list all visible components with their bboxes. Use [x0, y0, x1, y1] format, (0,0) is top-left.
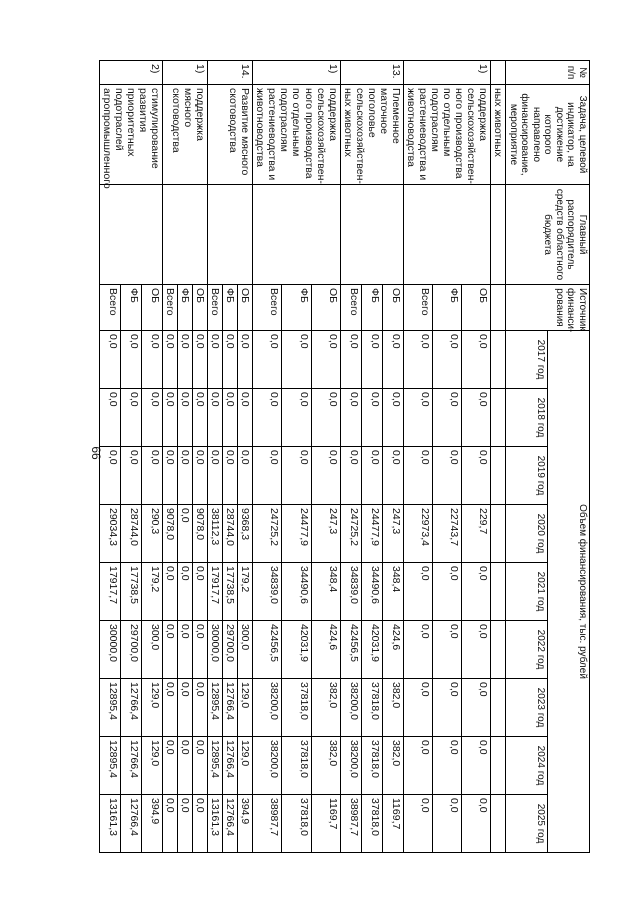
- row-admin: [163, 185, 208, 285]
- row-value: 0,0: [433, 331, 462, 389]
- row-value: 12766,4: [121, 679, 142, 737]
- row-value: 34839,0: [253, 563, 282, 621]
- row-value: 37818,0: [361, 679, 382, 737]
- row-value: 12766,4: [223, 795, 238, 853]
- header-num: № п/п: [506, 61, 590, 85]
- row-value: 348,4: [311, 563, 340, 621]
- row-value: 1169,7: [382, 795, 403, 853]
- row-value: 0,0: [193, 621, 208, 679]
- row-value: 382,0: [382, 679, 403, 737]
- row-value: 0,0: [142, 389, 163, 447]
- row-task: поддержка сельскохозяйствен-ного производства по отдельным подотраслям растениеводства и животноводства: [253, 85, 340, 185]
- row-value: 0,0: [462, 563, 491, 621]
- row-value: 0,0: [178, 737, 193, 795]
- row-value: 0,0: [404, 621, 433, 679]
- row-value: 424,6: [382, 621, 403, 679]
- row-source: Всего: [253, 285, 282, 331]
- row-value: 0,0: [99, 389, 120, 447]
- row-value: [491, 389, 506, 447]
- row-value: 0,0: [193, 563, 208, 621]
- row-value: 9078,0: [193, 505, 208, 563]
- row-value: 382,0: [311, 679, 340, 737]
- row-value: 0,0: [193, 389, 208, 447]
- row-value: 179,2: [238, 563, 253, 621]
- row-value: 0,0: [462, 795, 491, 853]
- row-value: 38987,7: [253, 795, 282, 853]
- row-value: 0,0: [238, 331, 253, 389]
- row-value: 0,0: [404, 389, 433, 447]
- row-value: 0,0: [208, 331, 223, 389]
- header-year: 2024 год: [506, 737, 548, 795]
- row-value: 0,0: [282, 331, 311, 389]
- row-value: 12895,4: [99, 679, 120, 737]
- row-value: 300,0: [142, 621, 163, 679]
- row-value: [491, 505, 506, 563]
- row-value: 37818,0: [282, 679, 311, 737]
- row-value: 129,0: [142, 737, 163, 795]
- row-task: ных животных: [491, 85, 506, 185]
- row-value: 12766,4: [121, 737, 142, 795]
- row-source: ФБ: [121, 285, 142, 331]
- row-value: 38987,7: [340, 795, 361, 853]
- row-number: 13.: [340, 61, 403, 85]
- row-source: [491, 285, 506, 331]
- row-value: 0,0: [340, 331, 361, 389]
- row-number: 1): [404, 61, 491, 85]
- row-value: 0,0: [404, 331, 433, 389]
- row-value: 34839,0: [340, 563, 361, 621]
- row-value: 12895,4: [208, 679, 223, 737]
- row-value: 0,0: [163, 331, 178, 389]
- table-row: [382, 61, 403, 853]
- row-value: 0,0: [178, 621, 193, 679]
- row-value: 0,0: [178, 447, 193, 505]
- header-volume: Объем финансирования, тыс. рублей: [548, 331, 590, 853]
- row-value: 129,0: [238, 737, 253, 795]
- row-value: 0,0: [311, 389, 340, 447]
- row-value: 424,6: [311, 621, 340, 679]
- row-value: 0,0: [282, 447, 311, 505]
- row-value: 38200,0: [253, 679, 282, 737]
- row-value: 0,0: [361, 447, 382, 505]
- row-value: 24725,2: [253, 505, 282, 563]
- row-value: 24477,9: [361, 505, 382, 563]
- row-value: 30000,0: [208, 621, 223, 679]
- row-value: 394,9: [238, 795, 253, 853]
- page-number: 66: [89, 446, 103, 460]
- row-value: 0,0: [99, 331, 120, 389]
- row-value: [491, 737, 506, 795]
- row-value: 22743,7: [433, 505, 462, 563]
- row-value: 28744,0: [223, 505, 238, 563]
- row-value: 0,0: [163, 621, 178, 679]
- row-source: ОБ: [311, 285, 340, 331]
- row-source: ОБ: [142, 285, 163, 331]
- row-value: 129,0: [238, 679, 253, 737]
- row-admin: [253, 185, 340, 285]
- row-value: 0,0: [121, 389, 142, 447]
- row-value: 0,0: [433, 389, 462, 447]
- row-value: 0,0: [433, 563, 462, 621]
- row-value: 0,0: [163, 679, 178, 737]
- row-number: [491, 61, 506, 85]
- row-value: 0,0: [193, 737, 208, 795]
- row-value: 290,3: [142, 505, 163, 563]
- rotated-table-container: [100, 60, 590, 850]
- row-source: ФБ: [282, 285, 311, 331]
- row-value: 34490,6: [361, 563, 382, 621]
- row-value: 29034,3: [99, 505, 120, 563]
- row-source: Всего: [163, 285, 178, 331]
- table-row: [491, 61, 506, 853]
- header-year: 2022 год: [506, 621, 548, 679]
- row-value: 0,0: [462, 737, 491, 795]
- row-value: 348,4: [382, 563, 403, 621]
- header-year: 2021 год: [506, 563, 548, 621]
- row-value: 0,0: [193, 447, 208, 505]
- row-value: 0,0: [163, 447, 178, 505]
- row-value: [491, 447, 506, 505]
- row-value: 29700,0: [223, 621, 238, 679]
- row-value: 0,0: [433, 795, 462, 853]
- row-value: 0,0: [340, 389, 361, 447]
- row-value: 0,0: [433, 447, 462, 505]
- row-value: 0,0: [253, 389, 282, 447]
- table-row: [311, 61, 340, 853]
- row-value: 0,0: [253, 447, 282, 505]
- row-value: 300,0: [238, 621, 253, 679]
- row-value: 38200,0: [340, 679, 361, 737]
- row-value: 38112,3: [208, 505, 223, 563]
- row-admin: [99, 185, 162, 285]
- row-value: 0,0: [163, 563, 178, 621]
- row-value: [491, 621, 506, 679]
- row-value: 0,0: [238, 447, 253, 505]
- row-value: 0,0: [462, 389, 491, 447]
- row-value: [491, 795, 506, 853]
- row-value: 179,2: [142, 563, 163, 621]
- row-value: 22973,4: [404, 505, 433, 563]
- row-value: 0,0: [121, 331, 142, 389]
- row-value: 0,0: [178, 389, 193, 447]
- row-value: 0,0: [208, 389, 223, 447]
- table-row: [142, 61, 163, 853]
- row-value: 30000,0: [99, 621, 120, 679]
- row-value: 0,0: [361, 331, 382, 389]
- row-value: 0,0: [433, 679, 462, 737]
- row-value: 0,0: [178, 331, 193, 389]
- row-value: 24477,9: [282, 505, 311, 563]
- row-value: 42456,5: [340, 621, 361, 679]
- row-value: 34490,6: [282, 563, 311, 621]
- row-source: ФБ: [433, 285, 462, 331]
- row-number: 1): [163, 61, 208, 85]
- row-value: 0,0: [382, 389, 403, 447]
- row-value: 0,0: [121, 447, 142, 505]
- row-value: 37818,0: [361, 795, 382, 853]
- row-number: 1): [253, 61, 340, 85]
- header-year: 2025 год: [506, 795, 548, 853]
- row-value: 0,0: [404, 563, 433, 621]
- header-source: Источник финанси-рования: [506, 285, 590, 331]
- row-source: Всего: [404, 285, 433, 331]
- table-row: [193, 61, 208, 853]
- row-value: 0,0: [193, 331, 208, 389]
- row-value: 9368,3: [238, 505, 253, 563]
- row-value: 38200,0: [340, 737, 361, 795]
- row-value: 17917,7: [208, 563, 223, 621]
- row-source: ФБ: [178, 285, 193, 331]
- header-year: 2019 год: [506, 447, 548, 505]
- row-value: 247,3: [311, 505, 340, 563]
- row-value: 0,0: [163, 795, 178, 853]
- table-row: [238, 61, 253, 853]
- financing-table: [99, 60, 590, 853]
- row-value: 0,0: [404, 447, 433, 505]
- header-row: [548, 61, 590, 853]
- row-value: 0,0: [238, 389, 253, 447]
- row-value: 29700,0: [121, 621, 142, 679]
- row-value: 0,0: [178, 505, 193, 563]
- row-value: 0,0: [404, 679, 433, 737]
- row-value: 0,0: [311, 447, 340, 505]
- row-value: 17738,5: [121, 563, 142, 621]
- row-value: 42456,5: [253, 621, 282, 679]
- row-value: 0,0: [404, 737, 433, 795]
- row-value: 0,0: [178, 795, 193, 853]
- row-value: 394,9: [142, 795, 163, 853]
- row-source: Всего: [99, 285, 120, 331]
- row-value: 38200,0: [253, 737, 282, 795]
- row-value: 0,0: [433, 737, 462, 795]
- row-source: ОБ: [238, 285, 253, 331]
- row-value: 0,0: [311, 331, 340, 389]
- row-value: 0,0: [163, 737, 178, 795]
- row-value: 0,0: [142, 447, 163, 505]
- row-value: 28744,0: [121, 505, 142, 563]
- row-source: Всего: [208, 285, 223, 331]
- row-value: 129,0: [142, 679, 163, 737]
- row-value: 17917,7: [99, 563, 120, 621]
- row-value: 0,0: [223, 389, 238, 447]
- table-body: [99, 61, 506, 853]
- row-value: 0,0: [253, 331, 282, 389]
- row-value: 37818,0: [282, 737, 311, 795]
- row-value: 0,0: [382, 447, 403, 505]
- row-source: ОБ: [193, 285, 208, 331]
- row-value: 24725,2: [340, 505, 361, 563]
- row-value: 12766,4: [223, 679, 238, 737]
- row-value: 0,0: [178, 563, 193, 621]
- row-task: поддержка мясного скотоводства: [163, 85, 208, 185]
- row-value: 0,0: [340, 447, 361, 505]
- row-source: ОБ: [382, 285, 403, 331]
- row-value: [491, 563, 506, 621]
- row-value: 0,0: [462, 447, 491, 505]
- row-admin: [404, 185, 491, 285]
- row-value: 12766,4: [121, 795, 142, 853]
- row-value: 13161,3: [99, 795, 120, 853]
- row-task: поддержка сельскохозяйствен-ного производства по отдельным подотраслям растениеводства и животноводства: [404, 85, 491, 185]
- row-value: 37818,0: [361, 737, 382, 795]
- row-value: 382,0: [311, 737, 340, 795]
- header-year: 2023 год: [506, 679, 548, 737]
- row-task: Развитие мясного скотоводства: [208, 85, 253, 185]
- row-value: 1169,7: [311, 795, 340, 853]
- row-source: Всего: [340, 285, 361, 331]
- row-source: ОБ: [462, 285, 491, 331]
- row-value: 37818,0: [282, 795, 311, 853]
- row-admin: [491, 185, 506, 285]
- row-value: 0,0: [404, 795, 433, 853]
- row-value: 0,0: [382, 331, 403, 389]
- row-number: 14.: [208, 61, 253, 85]
- row-value: [491, 679, 506, 737]
- header-year: 2018 год: [506, 389, 548, 447]
- row-value: 229,7: [462, 505, 491, 563]
- row-source: ФБ: [361, 285, 382, 331]
- header-year: 2020 год: [506, 505, 548, 563]
- header-admin: Главный распорядитель средств областного бюджета: [506, 185, 590, 285]
- row-value: 247,3: [382, 505, 403, 563]
- row-value: 0,0: [462, 331, 491, 389]
- table-row: [462, 61, 491, 853]
- row-value: 382,0: [382, 737, 403, 795]
- row-value: 17738,5: [223, 563, 238, 621]
- row-value: 12895,4: [208, 737, 223, 795]
- row-value: 0,0: [178, 679, 193, 737]
- row-value: 0,0: [361, 389, 382, 447]
- row-value: 0,0: [193, 679, 208, 737]
- row-value: 0,0: [462, 679, 491, 737]
- row-value: 9078,0: [163, 505, 178, 563]
- row-number: 2): [99, 61, 162, 85]
- row-value: 0,0: [208, 447, 223, 505]
- row-value: 42031,9: [282, 621, 311, 679]
- row-value: 42031,9: [361, 621, 382, 679]
- row-admin: [340, 185, 403, 285]
- row-value: 12766,4: [223, 737, 238, 795]
- row-value: 0,0: [142, 331, 163, 389]
- header-task: Задача, целевой индикатор, на достижение которого направлено финансирование, мероприятие: [506, 85, 590, 185]
- row-value: 0,0: [433, 621, 462, 679]
- row-value: 0,0: [99, 447, 120, 505]
- row-admin: [208, 185, 253, 285]
- row-value: 13161,3: [208, 795, 223, 853]
- row-task: Племенное маточное поголовье сельскохозяйствен-ных животных: [340, 85, 403, 185]
- table-header: [506, 61, 590, 853]
- row-value: 0,0: [223, 447, 238, 505]
- row-source: ФБ: [223, 285, 238, 331]
- header-year: 2017 год: [506, 331, 548, 389]
- row-value: [491, 331, 506, 389]
- row-value: 0,0: [462, 621, 491, 679]
- row-value: 0,0: [163, 389, 178, 447]
- row-task: стимулирование развития приоритетных подотраслей агропромышленного: [99, 85, 162, 185]
- row-value: 0,0: [193, 795, 208, 853]
- row-value: 0,0: [223, 331, 238, 389]
- row-value: 12895,4: [99, 737, 120, 795]
- row-value: 0,0: [282, 389, 311, 447]
